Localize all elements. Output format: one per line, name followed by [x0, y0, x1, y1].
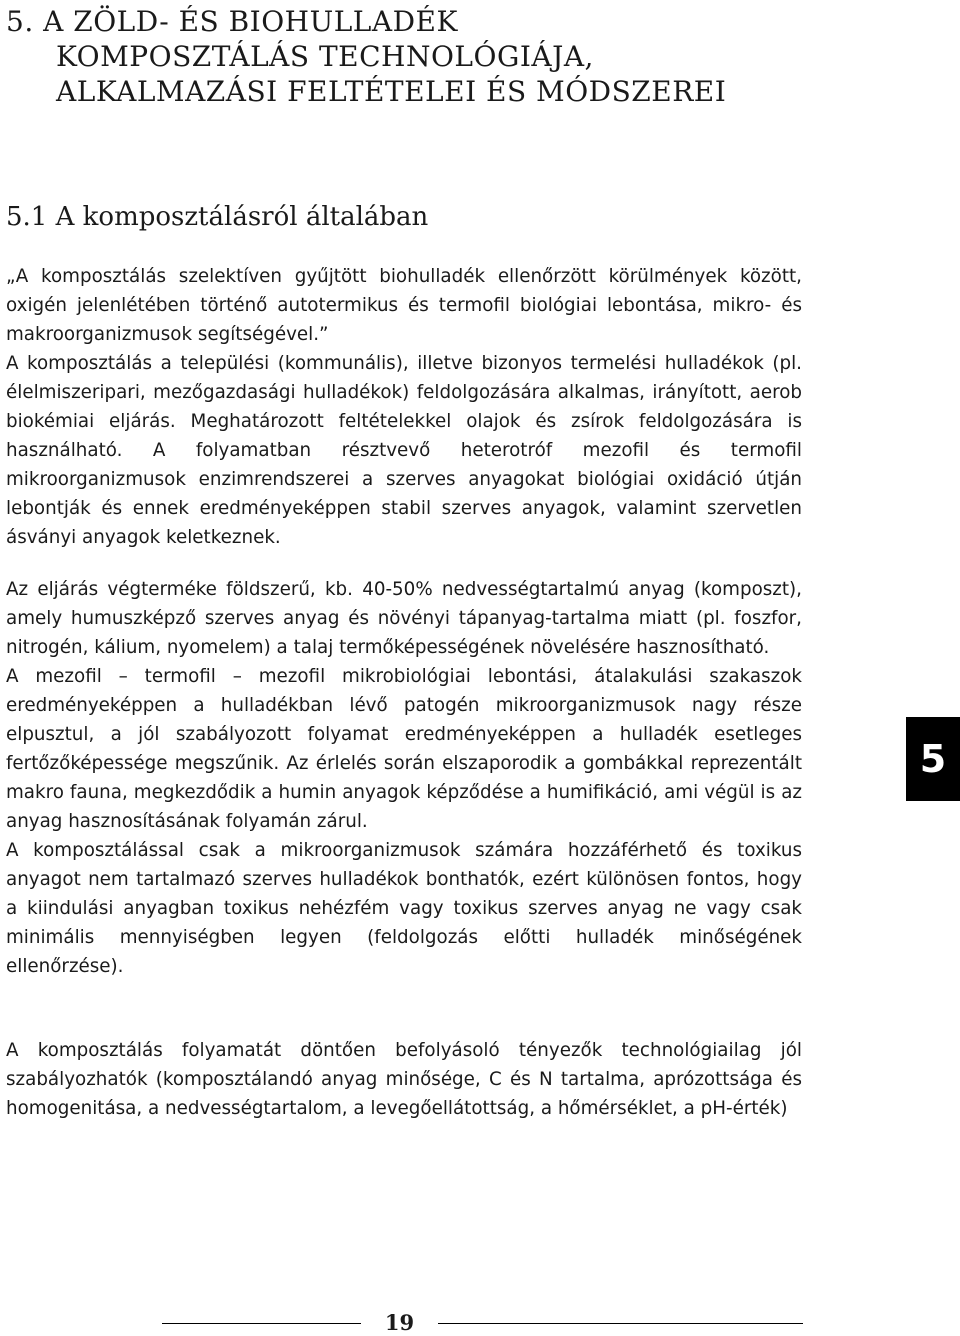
chapter-title-line-2: KOMPOSZTÁLÁS TECHNOLÓGIÁJA, [56, 40, 594, 73]
text-block-3 [6, 1036, 802, 1123]
page-number: 19 [384, 1310, 415, 1335]
definition-quote-paragraph: „A komposztálás szelektíven gyűjtött biohulladék ellenőrzött körülmények között, oxigén jelenlétében történő autotermikus és termofil biológiai lebontása, mikro- és makroorganizmusok segítségével.” [6, 266, 802, 345]
text-block-1 [6, 262, 802, 552]
chapter-title-line-1: 5. A ZÖLD- ÉS BIOHULLADÉK [6, 5, 458, 38]
chapter-title-line-3: ALKALMAZÁSI FELTÉTELEI ÉS MÓDSZEREI [56, 75, 727, 108]
end-product-paragraph: Az eljárás végterméke földszerű, kb. 40-50% nedvességtartalmú anyag (komposzt), amely humuszképző szerves anyag és növényi tápanyag-tartalma miatt (pl. foszfor, nitrogén, kálium, nyomelem) a talaj termőképességének növelésére hasznosítható. [6, 579, 802, 658]
footer-rule-left [162, 1323, 361, 1324]
text-block-2 [6, 575, 802, 981]
section-title: 5.1 A komposztálásról általában [6, 202, 429, 232]
toxic-materials-paragraph: A komposztálással csak a mikroorganizmusok számára hozzáférhető és toxikus anyagot nem tartalmazó szerves hulladékok bonthatók, ezért különösen fontos, hogy a kiindulási anyagban toxikus nehézfém vagy toxikus szerves anyag ne vagy csak minimális mennyiségben legyen (feldolgozás előtti hulladék minőségének ellenőrzése). [6, 840, 802, 977]
process-description-paragraph: A komposztálás a települési (kommunális), illetve bizonyos termelési hulladékok (pl. élelmiszeripari, mezőgazdasági hulladékok) feldolgozására alkalmas, irányított, aerob biokémiai eljárás. Meghatározott feltételekkel olajok és zsírok feldolgozására is használható. A folyamatban résztvevő heterotróf mezofil és termofil mikroorganizmusok enzimrendszerei a szerves anyagokat biológiai oxidáció útján lebontják és ennek eredményeképpen stabil szerves anyagok, valamint szervetlen ásványi anyagok keletkeznek. [6, 353, 802, 548]
control-factors-paragraph: A komposztálás folyamatát döntően befolyásoló tényezők technológiailag jól szabályozhatók (komposztálandó anyag minősége, C és N tartalma, aprózottsága és homogenitása, a nedvességtartalom, a levegőellátottság, a hőmérséklet, a pH-érték) [6, 1040, 802, 1119]
footer-rule-right [438, 1323, 803, 1324]
chapter-thumb-tab: 5 [906, 717, 960, 801]
decomposition-stages-paragraph: A mezofil – termofil – mezofil mikrobiológiai lebontási, átalakulási szakaszok eredményeképpen a hulladékban lévő patogén mikroorganizmusok nagy része elpusztul, a jól szabályozott folyamat eredményeképpen a hulladék esetleges fertőzőképessége megszűnik. Az érlelés során elszaporodik a gombákkal reprezentált makro fauna, megkezdődik a humin anyagok képződése a humifikáció, ami végül is az anyag hasznosításának folyamán zárul. [6, 666, 802, 832]
chapter-title [6, 4, 906, 109]
